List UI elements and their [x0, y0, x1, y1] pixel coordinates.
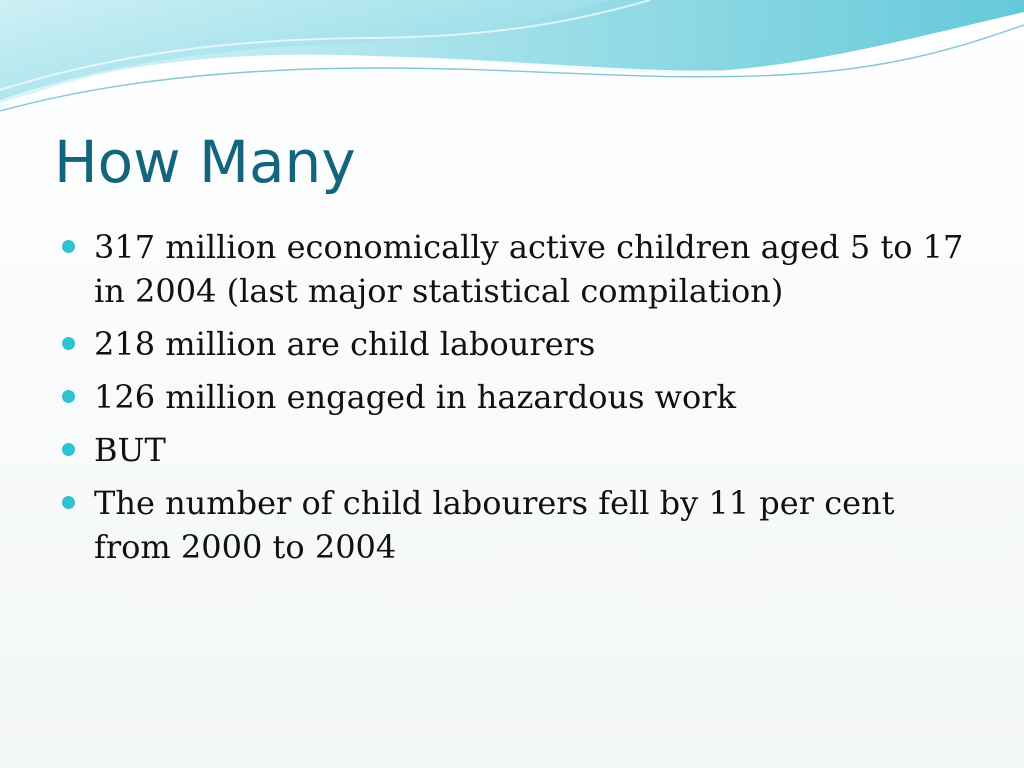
bullet-text: 218 million are child labourers [94, 325, 596, 363]
bullet-item [56, 428, 976, 472]
bullet-icon [62, 390, 75, 403]
bullet-text: 126 million engaged in hazardous work [94, 378, 736, 416]
bullet-icon [62, 337, 75, 350]
bullet-item [56, 225, 976, 313]
bullet-text: BUT [94, 431, 166, 469]
bullet-text: 317 million economically active children aged 5 to 17 in 2004 (last major statistical compilation) [94, 228, 964, 310]
bullet-icon [62, 240, 75, 253]
bullet-item [56, 375, 976, 419]
slide-title: How Many [54, 128, 356, 196]
bullet-list [56, 225, 976, 578]
bullet-icon [62, 496, 75, 509]
bullet-text: The number of child labourers fell by 11 per cent from 2000 to 2004 [94, 484, 895, 566]
bullet-icon [62, 443, 75, 456]
bullet-item [56, 481, 976, 569]
decorative-wave-header [0, 0, 1024, 130]
bullet-item [56, 322, 976, 366]
